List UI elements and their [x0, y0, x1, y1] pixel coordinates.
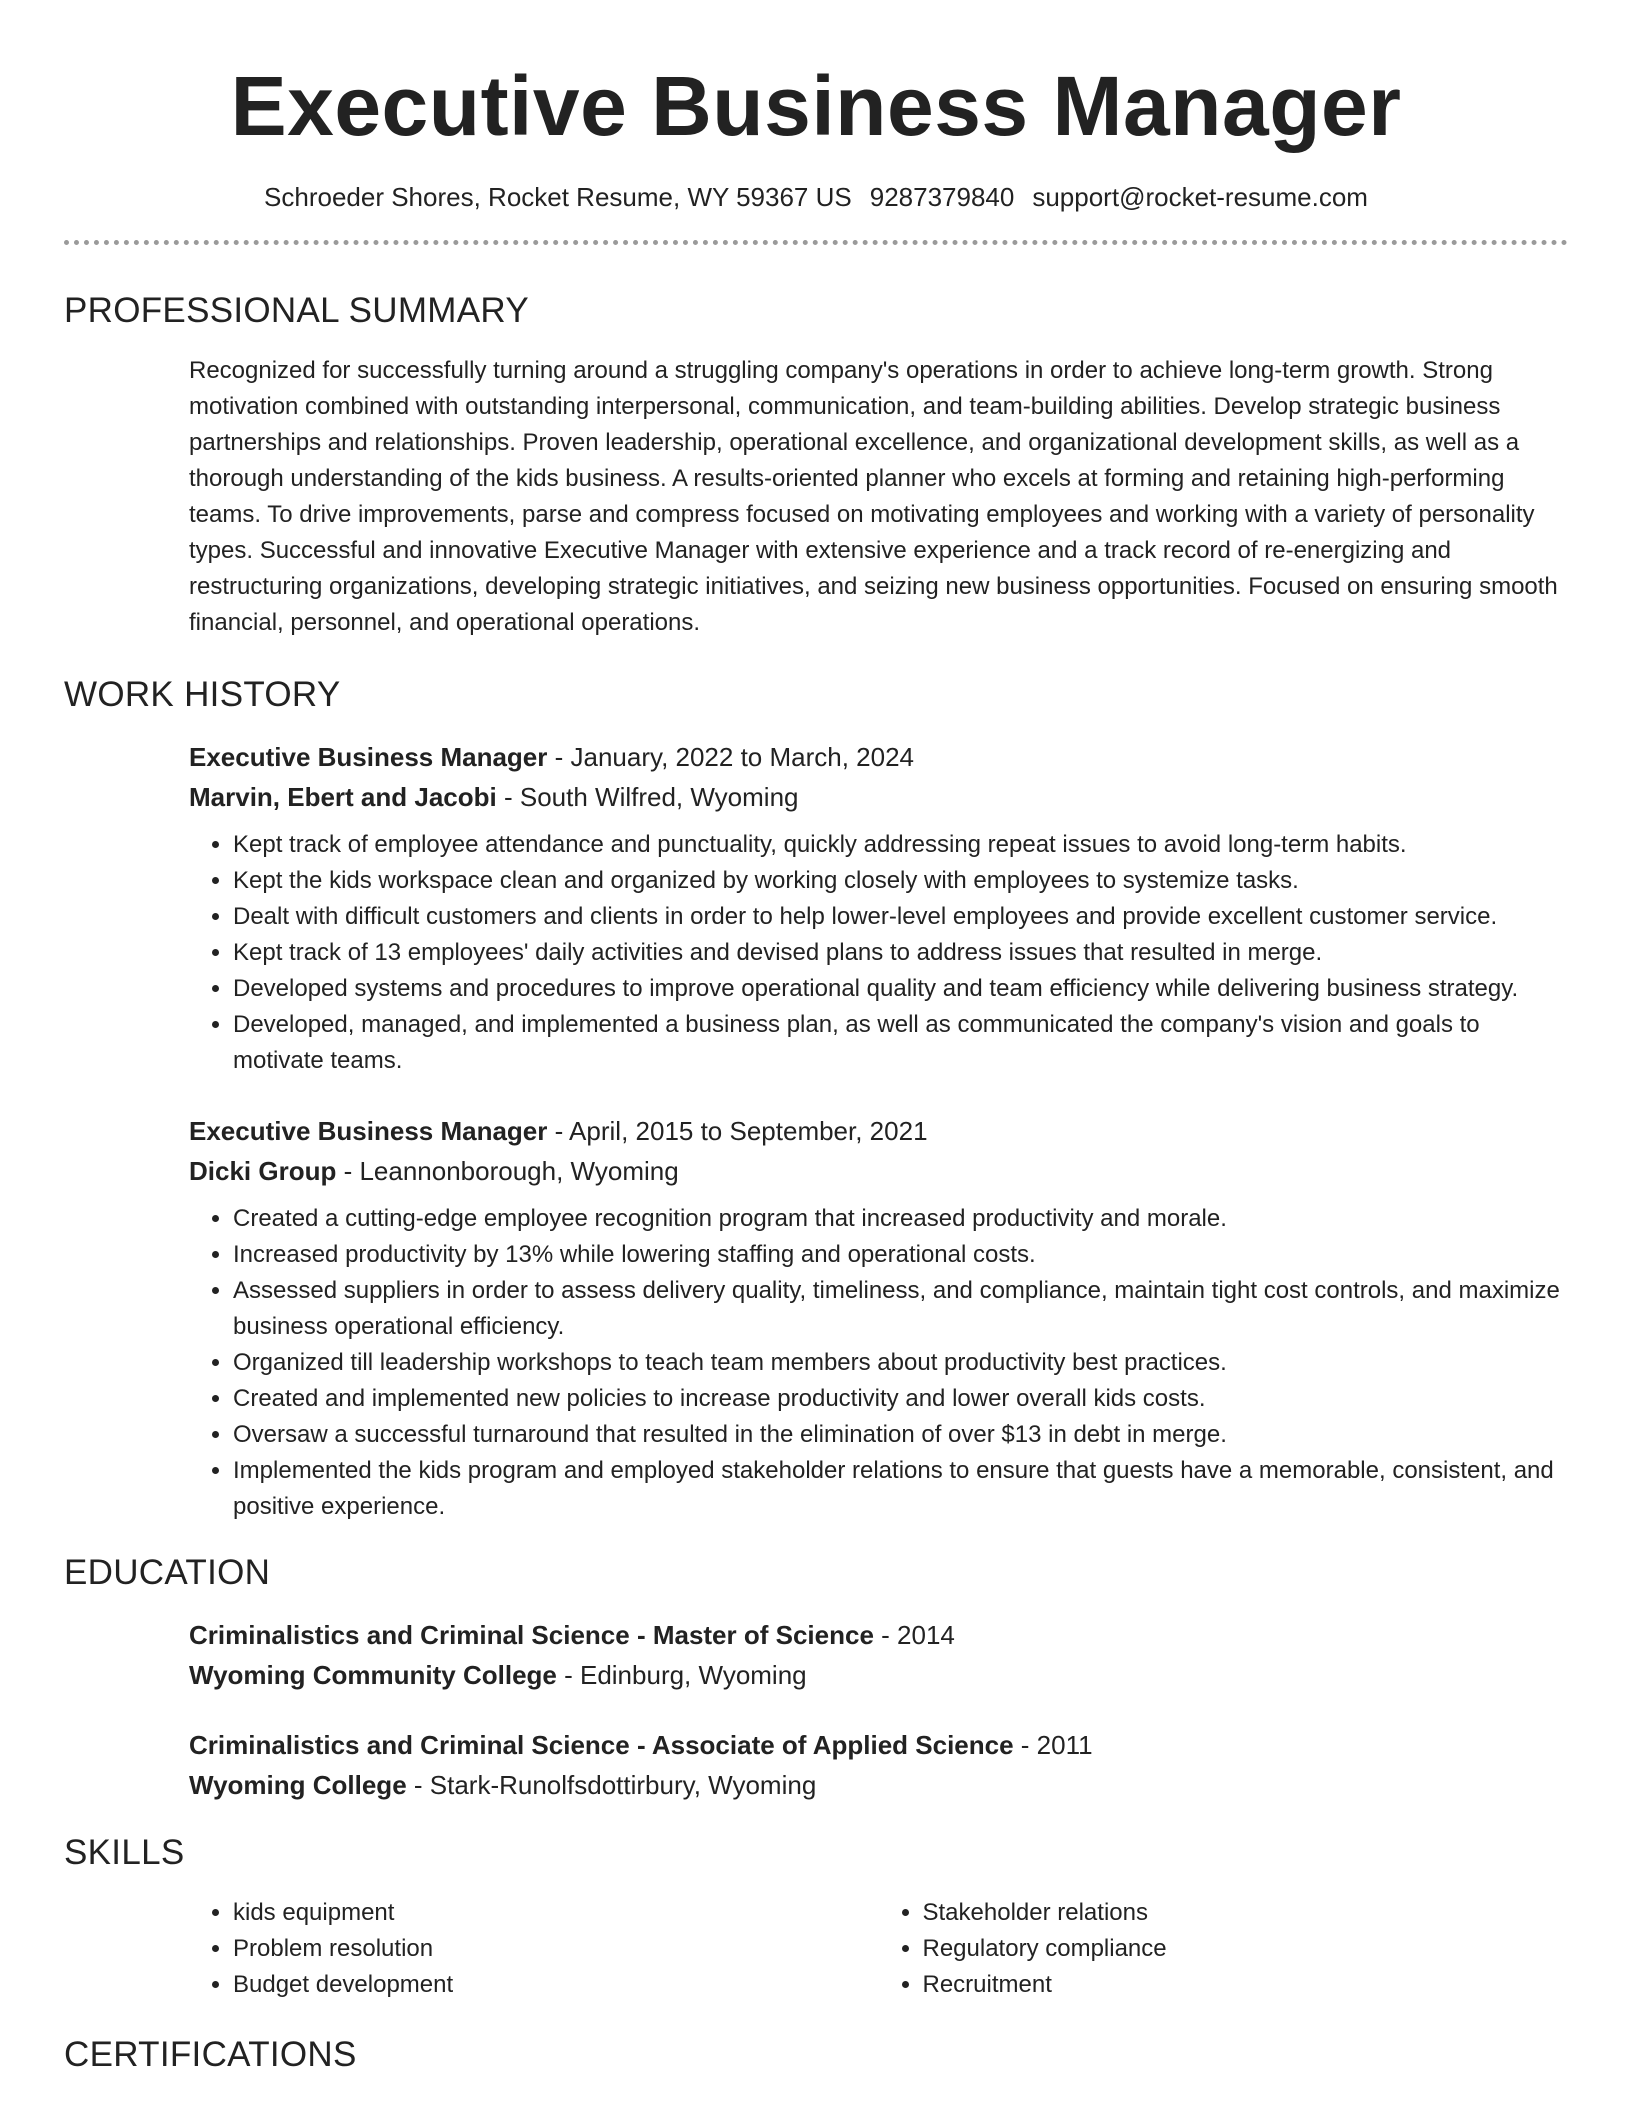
summary-title: PROFESSIONAL SUMMARY — [64, 291, 529, 330]
skills-column-left — [189, 1895, 879, 2003]
skills-section — [64, 1831, 1568, 2003]
job-bullet: • Kept track of employee attendance and punctuality, quickly addressing repeat issues to avoid long-term habits. — [233, 827, 1568, 863]
job-company-line — [189, 777, 1568, 817]
education-section — [64, 1551, 1568, 1805]
job-bullet: • Organized till leadership workshops to teach team members about productivity best practices. — [233, 1345, 1568, 1381]
job-bullet: • Dealt with difficult customers and clients in order to help lower-level employees and provide excellent customer service. — [233, 899, 1568, 935]
skill-item: • kids equipment — [233, 1895, 879, 1931]
degree-line — [189, 1725, 1568, 1765]
education-entry — [189, 1725, 1568, 1805]
school-name: Wyoming Community College — [189, 1660, 557, 1690]
contact-phone: 9287379840 — [869, 182, 1015, 212]
job-bullet: • Implemented the kids program and employed stakeholder relations to ensure that guests have a memorable, consistent, and positive experience. — [233, 1453, 1568, 1525]
job-bullet: • Developed systems and procedures to improve operational quality and team efficiency while delivering business strategy. — [233, 971, 1568, 1007]
job-bullet: • Developed, managed, and implemented a business plan, as well as communicated the company's vision and goals to motivate teams. — [233, 1007, 1568, 1079]
job-location: - Leannonborough, Wyoming — [336, 1156, 679, 1186]
job-dates: - January, 2022 to March, 2024 — [547, 742, 915, 772]
skill-item: • Stakeholder relations — [923, 1895, 1569, 1931]
summary-text: Recognized for successfully turning around a struggling company's operations in order to achieve long-term growth. Strong motivation combined with outstanding interpersonal, communication, and team-building abilities. Develop strategic business partnerships and relationships. Proven leadership, operational excellence, and organizational development skills, as well as a thorough understanding of the kids business. A results-oriented planner who excels at forming and retaining high-performing teams. To drive improvements, parse and compress focused on motivating employees and working with a variety of personality types. Successful and innovative Executive Manager with extensive experience and a track record of re-energizing and restructuring organizations, developing strategic initiatives, and seizing new business opportunities. Focused on ensuring smooth financial, personnel, and operational operations. — [189, 357, 1558, 636]
job-bullet: • Assessed suppliers in order to assess delivery quality, timeliness, and compliance, maintain tight cost controls, and maximize business operational efficiency. — [233, 1273, 1568, 1345]
contact-line — [64, 180, 1568, 214]
skill-item: • Problem resolution — [233, 1931, 879, 1967]
job-bullets — [189, 827, 1568, 1079]
degree-line — [189, 1615, 1568, 1655]
job-title-line — [189, 737, 1568, 777]
job-company: Marvin, Ebert and Jacobi — [189, 782, 497, 812]
job-dates: - April, 2015 to September, 2021 — [547, 1116, 928, 1146]
job-company-line — [189, 1151, 1568, 1191]
job-role: Executive Business Manager — [189, 742, 548, 772]
job-location: - South Wilfred, Wyoming — [496, 782, 799, 812]
job-bullet: • Oversaw a successful turnaround that resulted in the elimination of over $13 in debt in merge. — [233, 1417, 1568, 1453]
work-title: WORK HISTORY — [64, 675, 341, 714]
degree-year: - 2011 — [1013, 1730, 1093, 1760]
job-bullet: • Kept track of 13 employees' daily activities and devised plans to address issues that resulted in merge. — [233, 935, 1568, 971]
education-title: EDUCATION — [64, 1553, 271, 1592]
resume-name: Executive Business Manager — [230, 59, 1402, 153]
education-body — [189, 1615, 1568, 1805]
skills-title: SKILLS — [64, 1833, 185, 1872]
job-title-line — [189, 1111, 1568, 1151]
degree-year: - 2014 — [873, 1620, 955, 1650]
skill-item: • Budget development — [233, 1967, 879, 2003]
job-company: Dicki Group — [189, 1156, 337, 1186]
skills-grid — [189, 1895, 1568, 2003]
certifications-title: CERTIFICATIONS — [64, 2035, 357, 2074]
school-location: - Stark-Runolfsdottirbury, Wyoming — [406, 1770, 817, 1800]
school-location: - Edinburg, Wyoming — [556, 1660, 807, 1690]
contact-email: support@rocket-resume.com — [1032, 182, 1368, 212]
job-bullet: • Created and implemented new policies to increase productivity and lower overall kids costs. — [233, 1381, 1568, 1417]
education-entry — [189, 1615, 1568, 1695]
job-role: Executive Business Manager — [189, 1116, 548, 1146]
summary-body — [189, 353, 1568, 641]
job-bullet: • Kept the kids workspace clean and organized by working closely with employees to systemize tasks. — [233, 863, 1568, 899]
school-line — [189, 1655, 1568, 1695]
work-body — [189, 737, 1568, 1525]
header-divider — [64, 240, 1568, 245]
school-name: Wyoming College — [189, 1770, 407, 1800]
skill-item: • Recruitment — [923, 1967, 1569, 2003]
certifications-section — [64, 2033, 1568, 2077]
contact-address: Schroeder Shores, Rocket Resume, WY 59367 US — [264, 182, 852, 212]
summary-section — [64, 289, 1568, 641]
job-bullet: • Created a cutting-edge employee recognition program that increased productivity and morale. — [233, 1201, 1568, 1237]
degree-name: Criminalistics and Criminal Science - Master of Science — [189, 1620, 874, 1650]
skills-column-right — [879, 1895, 1569, 2003]
job-entry — [189, 737, 1568, 1079]
school-line — [189, 1765, 1568, 1805]
degree-name: Criminalistics and Criminal Science - Associate of Applied Science — [189, 1730, 1014, 1760]
work-section — [64, 673, 1568, 1525]
job-entry — [189, 1111, 1568, 1525]
job-bullets — [189, 1201, 1568, 1525]
job-bullet: • Increased productivity by 13% while lowering staffing and operational costs. — [233, 1237, 1568, 1273]
skill-item: • Regulatory compliance — [923, 1931, 1569, 1967]
